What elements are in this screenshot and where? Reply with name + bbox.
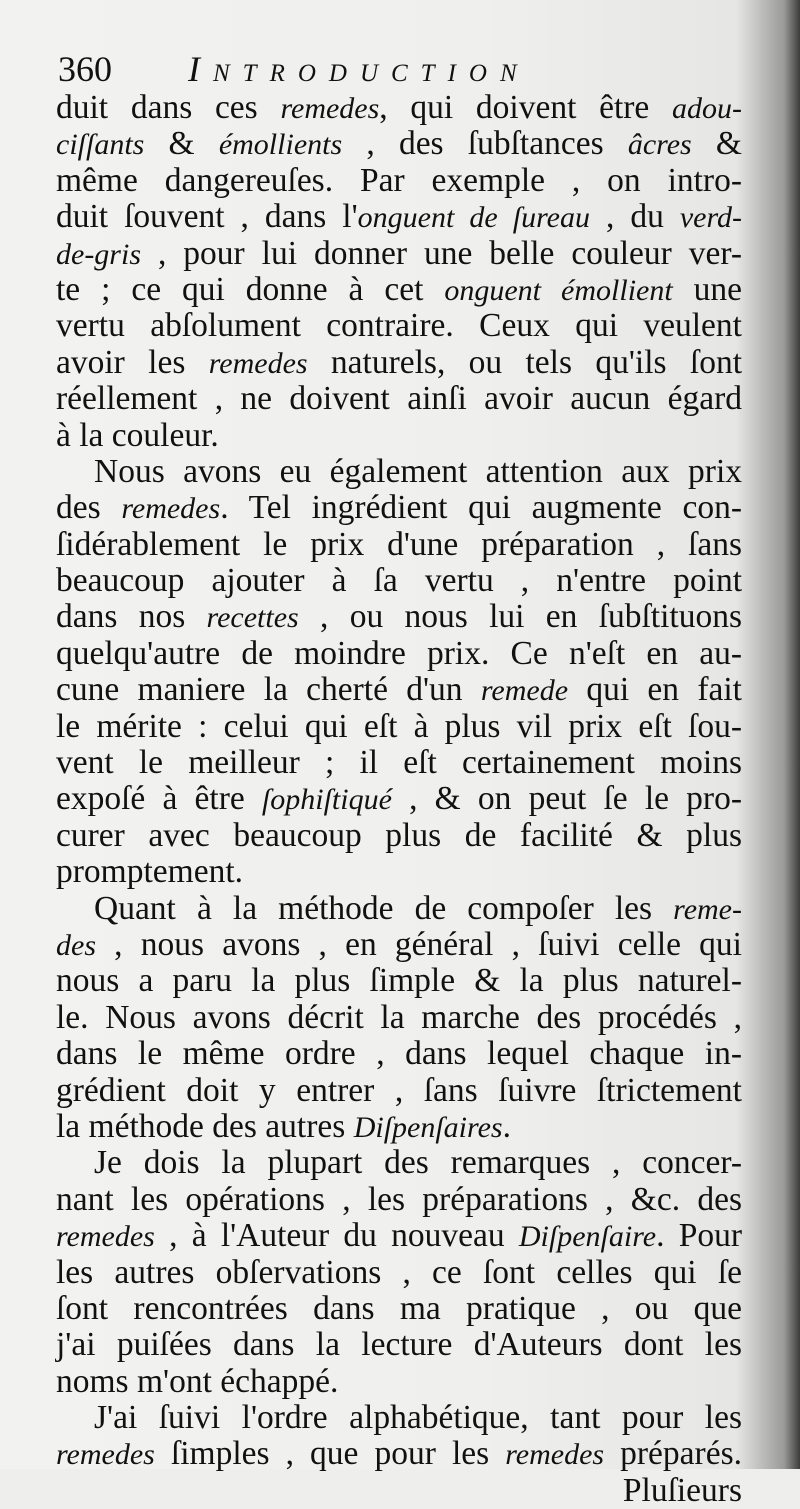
text-segment: naturels, ou tels qu'ils ſont: [307, 343, 742, 381]
text-segment: duit ſouvent , dans l': [56, 198, 358, 236]
text-segment: , qui doivent être: [379, 89, 673, 126]
text-line: [56, 272, 742, 308]
text-segment: Pluſieurs: [622, 1471, 742, 1509]
italic-text-segment: remedes: [56, 1220, 155, 1254]
text-line: [56, 418, 742, 454]
italic-text-segment: onguent de ſureau: [357, 201, 591, 235]
text-segment: , nous avons , en général , ſuivi celle qui: [96, 925, 742, 963]
text-segment: les autres obſervations , ce ſont celles qui ſe: [56, 1253, 742, 1291]
text-line: [56, 781, 742, 817]
text-line: [56, 163, 742, 199]
text-segment: duit dans ces: [56, 89, 281, 126]
text-segment: ſidérablement le prix d'une préparation , ſans: [56, 525, 742, 563]
text-segment: expoſé à être: [56, 780, 262, 818]
italic-text-segment: remedes: [121, 492, 221, 526]
text-segment: , & on peut ſe le pro-: [391, 780, 742, 818]
text-line: [56, 1473, 742, 1509]
text-segment: nant les opérations , les préparations , &c. des: [56, 1180, 742, 1218]
text-line: [56, 1400, 742, 1436]
text-segment: Je dois la plupart des remarques , concer-: [94, 1144, 742, 1182]
text-line: [56, 1327, 742, 1363]
text-segment: des: [56, 489, 122, 527]
text-segment: dans nos: [56, 598, 207, 636]
running-head: Introduction: [188, 49, 530, 89]
text-line: [56, 1218, 742, 1254]
text-line: [56, 308, 742, 344]
text-segment: la méthode des autres: [56, 1107, 354, 1145]
text-segment: ſont rencontrées dans ma pratique , ou que: [56, 1289, 742, 1327]
italic-text-segment: remedes: [280, 92, 380, 125]
text-line: [56, 1000, 742, 1036]
text-line: [56, 745, 742, 781]
text-line: [56, 672, 742, 708]
text-segment: quelqu'autre de moindre prix. Ce n'eſt en au-: [56, 634, 742, 672]
text-line: [56, 381, 742, 417]
page-number: 360: [58, 49, 112, 89]
text-line: [56, 891, 742, 927]
italic-text-segment: adou-: [672, 92, 743, 125]
italic-text-segment: reme-: [673, 892, 742, 926]
text-segment: . Pour: [656, 1217, 742, 1255]
text-segment: Quant à la méthode de compoſer les: [94, 889, 674, 927]
italic-text-segment: Diſpenſaires: [353, 1110, 503, 1144]
text-segment: , du: [590, 198, 680, 236]
text-line: [56, 563, 742, 599]
text-segment: ſimples , que pour les: [154, 1435, 506, 1473]
text-line: [56, 1291, 742, 1327]
text-line: [56, 854, 742, 890]
italic-text-segment: remede: [480, 674, 569, 708]
text-segment: nous a paru la plus ſimple & la plus naturel-: [56, 962, 742, 1000]
text-segment: te ; ce qui donne à cet: [56, 270, 445, 308]
text-segment: réellement , ne doivent ainſi avoir aucun égard: [56, 380, 742, 418]
text-segment: J'ai ſuivi l'ordre alphabétique, tant pour les: [94, 1399, 742, 1437]
text-line: [56, 1109, 742, 1145]
text-segment: .: [502, 1107, 511, 1145]
text-segment: &: [691, 125, 742, 163]
text-segment: vent le meilleur ; il eſt certainement moins: [56, 744, 742, 782]
text-line: [56, 345, 742, 381]
italic-text-segment: remedes: [505, 1438, 605, 1472]
italic-text-segment: Diſpenſaire: [518, 1220, 657, 1254]
text-line: [56, 1036, 742, 1072]
text-line: [56, 709, 742, 745]
body-text: [56, 90, 742, 1509]
italic-text-segment: des: [56, 928, 96, 962]
text-segment: le. Nous avons décrit la marche des procédés ,: [56, 998, 742, 1036]
text-line: [56, 1364, 742, 1400]
italic-text-segment: remedes: [208, 346, 308, 380]
text-segment: grédient doit y entrer , ſans ſuivre ſtrictement: [56, 1071, 742, 1109]
text-line: [56, 599, 742, 635]
text-segment: une: [672, 270, 742, 308]
text-segment: &: [144, 125, 219, 163]
text-line: [56, 818, 742, 854]
text-segment: , ou nous lui en ſubſtituons: [298, 598, 742, 636]
text-segment: , pour lui donner une belle couleur ver-: [141, 234, 742, 272]
text-line: [56, 1436, 742, 1472]
text-segment: dans le même ordre , dans lequel chaque in-: [56, 1035, 742, 1073]
text-segment: avoir les: [56, 343, 209, 381]
text-segment: vertu abſolument contraire. Ceux qui veulent: [56, 307, 742, 345]
italic-text-segment: remedes: [56, 1438, 155, 1472]
text-line: [56, 527, 742, 563]
text-line: [56, 490, 742, 526]
italic-text-segment: de-gris: [56, 237, 141, 271]
text-segment: , à l'Auteur du nouveau: [154, 1217, 519, 1255]
text-line: [56, 199, 742, 235]
text-line: [56, 636, 742, 672]
text-line: [56, 1073, 742, 1109]
italic-text-segment: âcres: [627, 128, 692, 162]
text-segment: même dangereuſes. Par exemple , on intro-: [56, 161, 742, 199]
italic-text-segment: onguent émollient: [444, 273, 673, 307]
italic-text-segment: verd-: [679, 201, 743, 235]
text-segment: à la couleur.: [56, 416, 219, 454]
text-line: [56, 1182, 742, 1218]
text-segment: Nous avons eu également attention aux prix: [94, 452, 742, 490]
text-line: [56, 927, 742, 963]
text-segment: promptement.: [56, 853, 243, 891]
text-line: [56, 90, 742, 126]
text-segment: qui en fait: [568, 671, 742, 709]
text-line: [56, 1145, 742, 1181]
text-segment: noms m'ont échappé.: [56, 1362, 339, 1400]
italic-text-segment: ſophiſtiqué: [261, 783, 392, 817]
text-segment: curer avec beaucoup plus de facilité & plus: [56, 816, 742, 854]
text-line: [56, 1255, 742, 1291]
text-segment: , des ſubſtances: [342, 125, 628, 163]
text-segment: le mérite : celui qui eſt à plus vil prix eſt ſou-: [56, 707, 742, 745]
text-line: [56, 126, 742, 162]
text-segment: . Tel ingrédient qui augmente con-: [220, 489, 742, 527]
text-segment: cune maniere la cherté d'un: [56, 671, 481, 709]
text-line: [56, 454, 742, 490]
italic-text-segment: émollients: [218, 128, 343, 162]
text-line: [56, 236, 742, 272]
text-line: [56, 963, 742, 999]
text-segment: préparés.: [604, 1435, 742, 1473]
italic-text-segment: recettes: [206, 601, 299, 635]
text-segment: beaucoup ajouter à ſa vertu , n'entre point: [56, 562, 742, 600]
italic-text-segment: ciſſants: [56, 128, 145, 162]
text-segment: j'ai puiſées dans la lecture d'Auteurs dont les: [56, 1326, 742, 1364]
